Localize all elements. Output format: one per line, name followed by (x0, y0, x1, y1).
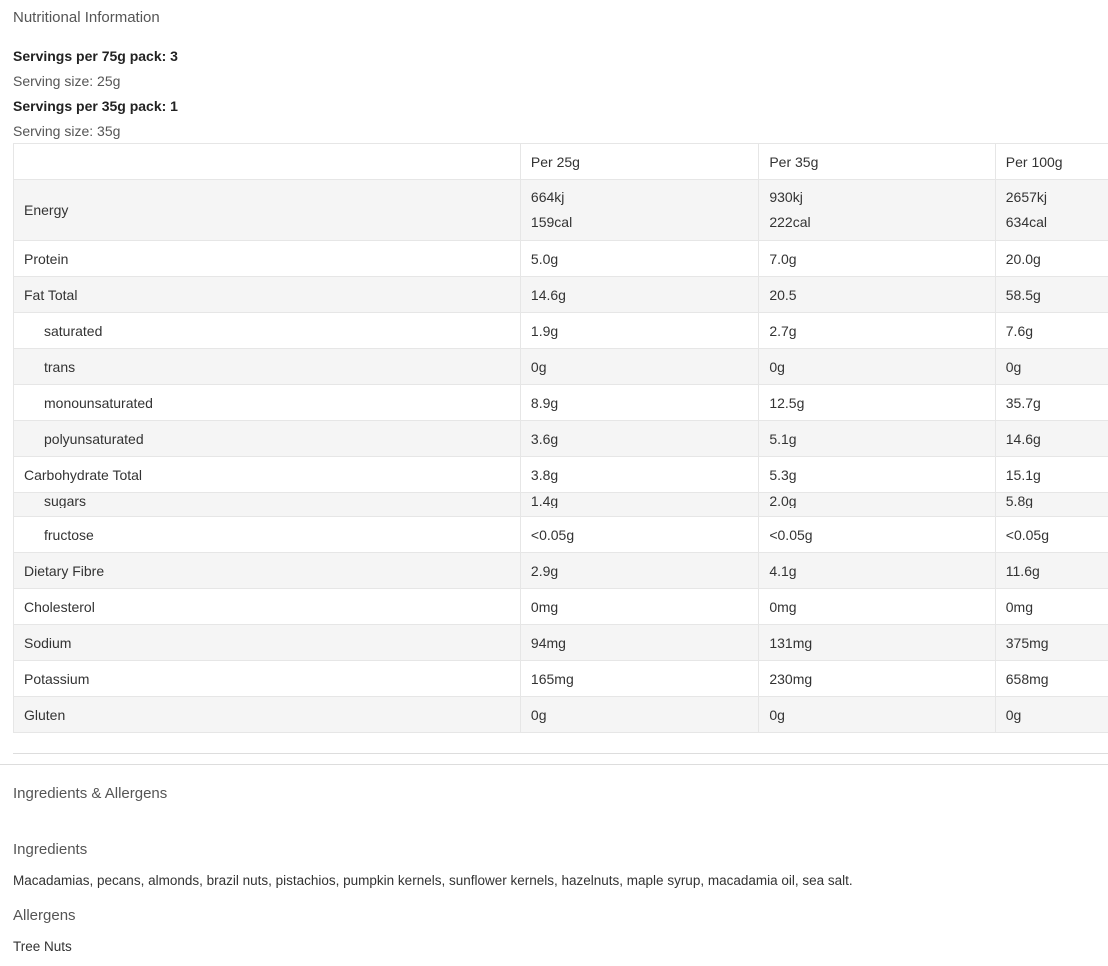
value-per-35g: 20.5 (759, 277, 995, 313)
table-row (14, 493, 1108, 517)
nutrient-name: Carbohydrate Total (14, 457, 521, 493)
value-per-100g: <0.05g (995, 517, 1108, 553)
value-per-100g (995, 493, 1108, 517)
nutrition-table (13, 143, 1108, 733)
value-per-25g: 165mg (520, 661, 758, 697)
table-row (14, 625, 1108, 661)
value-per-25g: 14.6g (520, 277, 758, 313)
table-row (14, 241, 1108, 277)
nutrient-name: Cholesterol (14, 589, 521, 625)
nutritional-information-title: Nutritional Information (13, 9, 160, 26)
value-per-100g: 35.7g (995, 385, 1108, 421)
section-divider (0, 764, 1108, 765)
nutrient-name: Sodium (14, 625, 521, 661)
header-per-25g: Per 25g (520, 144, 758, 180)
header-per-35g: Per 35g (759, 144, 995, 180)
nutrient-name: Dietary Fibre (14, 553, 521, 589)
value-per-25g: 1.9g (520, 313, 758, 349)
value-per-35g: 0g (759, 697, 995, 733)
table-row (14, 517, 1108, 553)
value-per-35g: 230mg (759, 661, 995, 697)
value-per-35g: 0g (759, 349, 995, 385)
value-per-35g: 2.7g (759, 313, 995, 349)
value-per-100g: 11.6g (995, 553, 1108, 589)
energy-cal: 634cal (1005, 214, 1048, 230)
ingredients-allergens-title: Ingredients & Allergens (13, 785, 168, 802)
table-row (14, 180, 1108, 241)
value-per-25g: 3.6g (520, 421, 758, 457)
sugars-value: 2.0g (769, 493, 797, 508)
energy-cal: 222cal (769, 214, 811, 230)
value-per-100g: 58.5g (995, 277, 1108, 313)
value-per-35g: 12.5g (759, 385, 995, 421)
value-per-25g: 0g (520, 697, 758, 733)
value-per-25g: 5.0g (520, 241, 758, 277)
value-per-35g: 5.3g (759, 457, 995, 493)
allergens-heading: Allergens (13, 907, 76, 924)
section-divider (13, 753, 1108, 754)
value-per-25g: 0g (520, 349, 758, 385)
value-per-100g: 7.6g (995, 313, 1108, 349)
table-row (14, 277, 1108, 313)
value-per-100g: 0g (995, 697, 1108, 733)
value-per-100g: 20.0g (995, 241, 1108, 277)
value-per-25g (520, 180, 758, 241)
nutrient-name: monounsaturated (14, 385, 521, 421)
value-per-25g (520, 493, 758, 517)
value-per-35g (759, 493, 995, 517)
table-row (14, 589, 1108, 625)
table-row (14, 661, 1108, 697)
energy-kj: 930kj (769, 189, 803, 205)
value-per-25g: 3.8g (520, 457, 758, 493)
nutrient-name (14, 493, 521, 517)
value-per-100g: 375mg (995, 625, 1108, 661)
value-per-35g: 0mg (759, 589, 995, 625)
value-per-35g: 5.1g (759, 421, 995, 457)
sugars-label: sugars (44, 493, 87, 508)
header-per-100g: Per 100g (995, 144, 1108, 180)
header-nutrient (14, 144, 521, 180)
table-row (14, 385, 1108, 421)
energy-kj: 664kj (530, 189, 565, 205)
value-per-100g (995, 180, 1108, 241)
value-per-100g: 658mg (995, 661, 1108, 697)
value-per-25g: 2.9g (520, 553, 758, 589)
table-row (14, 421, 1108, 457)
nutrient-name: Protein (14, 241, 521, 277)
nutrient-name: fructose (14, 517, 521, 553)
energy-kj: 2657kj (1005, 189, 1048, 205)
nutrient-name: Potassium (14, 661, 521, 697)
value-per-100g: 0mg (995, 589, 1108, 625)
allergens-text: Tree Nuts (13, 939, 72, 954)
sugars-value: 1.4g (530, 493, 559, 508)
value-per-35g: <0.05g (759, 517, 995, 553)
table-row (14, 349, 1108, 385)
value-per-35g: 7.0g (759, 241, 995, 277)
value-per-25g: 8.9g (520, 385, 758, 421)
value-per-25g: 0mg (520, 589, 758, 625)
table-row (14, 553, 1108, 589)
nutrient-name: trans (14, 349, 521, 385)
sugars-value: 5.8g (1005, 493, 1034, 508)
ingredients-heading: Ingredients (13, 841, 88, 858)
value-per-100g: 0g (995, 349, 1108, 385)
value-per-25g: <0.05g (520, 517, 758, 553)
table-row (14, 457, 1108, 493)
table-row (14, 697, 1108, 733)
nutrient-name: Energy (14, 180, 521, 241)
energy-cal: 159cal (530, 214, 573, 230)
value-per-25g: 94mg (520, 625, 758, 661)
value-per-35g: 131mg (759, 625, 995, 661)
value-per-100g: 14.6g (995, 421, 1108, 457)
ingredients-text: Macadamias, pecans, almonds, brazil nuts, pistachios, pumpkin kernels, sunflower kernels, hazelnuts, maple syrup, macadamia oil, sea salt. (13, 873, 853, 888)
servings-per-75g-pack: Servings per 75g pack: 3 (13, 48, 178, 64)
value-per-100g: 15.1g (995, 457, 1108, 493)
nutrient-name: Fat Total (14, 277, 521, 313)
value-per-35g (759, 180, 995, 241)
serving-size-25g: Serving size: 25g (13, 73, 121, 89)
value-per-35g: 4.1g (759, 553, 995, 589)
serving-size-35g: Serving size: 35g (13, 123, 121, 139)
servings-per-35g-pack: Servings per 35g pack: 1 (13, 98, 178, 114)
nutrient-name: Gluten (14, 697, 521, 733)
nutrient-name: saturated (14, 313, 521, 349)
table-row (14, 313, 1108, 349)
nutrient-name: polyunsaturated (14, 421, 521, 457)
table-header-row (14, 144, 1108, 180)
